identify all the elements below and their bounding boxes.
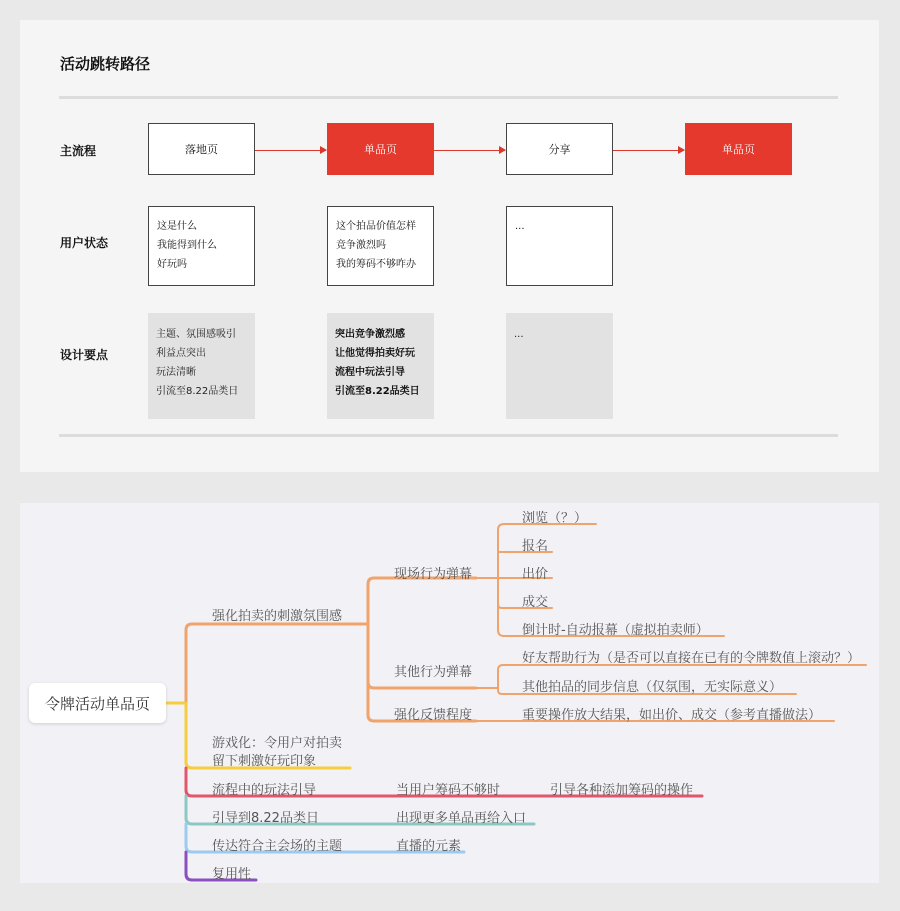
design-line: 玩法清晰 xyxy=(156,367,196,378)
user-state-line: 我能得到什么 xyxy=(157,240,217,251)
mindmap-node: 留下刺激好玩印象 xyxy=(212,754,317,769)
user-state-line: 竞争激烈吗 xyxy=(336,240,386,251)
mindmap-node: 出价 xyxy=(522,567,549,582)
design-line: 引流至8.22品类日 xyxy=(335,386,420,397)
row-label-user-state: 用户状态 xyxy=(60,236,109,250)
flow-box-item-page-2: 单品页 xyxy=(685,123,792,175)
connector-branch-1 xyxy=(186,624,368,703)
mindmap-root: 令牌活动单品页 xyxy=(29,683,166,723)
row-label-design-points: 设计要点 xyxy=(60,348,109,362)
design-line: 让他觉得拍卖好玩 xyxy=(335,348,415,359)
mindmap-node: 复用性 xyxy=(212,867,252,882)
mindmap-node: 强化反馈程度 xyxy=(394,708,473,723)
mindmap-node: 引导到8.22品类日 xyxy=(212,811,319,826)
mindmap-node: 浏览（？） xyxy=(522,511,588,526)
design-line: 主题、氛围感吸引 xyxy=(156,329,236,340)
design-line: 突出竞争激烈感 xyxy=(335,329,405,340)
connector-branch-1-1 xyxy=(368,578,476,624)
user-state-line: 这个拍品价值怎样 xyxy=(336,221,416,232)
mindmap-node: 游戏化：令用户对拍卖 xyxy=(212,736,343,751)
mindmap-node: 强化拍卖的刺激氛围感 xyxy=(212,609,343,624)
user-state-line: 好玩吗 xyxy=(157,259,187,270)
user-state-line: ... xyxy=(515,221,525,232)
mindmap-node: 其他行为弹幕 xyxy=(394,665,473,680)
mindmap-node: 当用户筹码不够时 xyxy=(396,783,501,798)
mindmap-node: 直播的元素 xyxy=(396,839,462,854)
flow-box-landing: 落地页 xyxy=(148,123,255,175)
mindmap-node: 好友帮助行为（是否可以直接在已有的令牌数值上滚动？） xyxy=(522,651,861,666)
flow-box-item-page: 单品页 xyxy=(327,123,434,175)
user-state-line: 这是什么 xyxy=(157,221,197,232)
design-line: 引流至8.22品类日 xyxy=(156,386,239,397)
page-title: 活动跳转路径 xyxy=(60,55,151,73)
row-label-main-flow: 主流程 xyxy=(60,144,97,158)
mindmap-node: 现场行为弹幕 xyxy=(394,567,473,582)
mindmap-node: 传达符合主会场的主题 xyxy=(212,839,343,854)
mindmap-node: 流程中的玩法引导 xyxy=(212,783,317,798)
flow-box-share: 分享 xyxy=(506,123,613,175)
mindmap-node: 倒计时-自动报幕（虚拟拍卖师） xyxy=(522,623,709,638)
mindmap-node: 引导各种添加筹码的操作 xyxy=(550,783,694,798)
mindmap-node: 报名 xyxy=(522,539,549,554)
mindmap-node: 出现更多单品再给入口 xyxy=(396,811,527,826)
mindmap-node: 重要操作放大结果，如出价、成交（参考直播做法） xyxy=(522,708,822,723)
user-state-line: 我的筹码不够咋办 xyxy=(336,259,416,270)
design-line: 利益点突出 xyxy=(156,348,206,359)
mindmap-node: 其他拍品的同步信息（仅氛围，无实际意义） xyxy=(522,680,783,695)
design-line: ... xyxy=(514,329,524,340)
design-line: 流程中玩法引导 xyxy=(335,367,405,378)
mindmap-node: 成交 xyxy=(522,595,549,610)
